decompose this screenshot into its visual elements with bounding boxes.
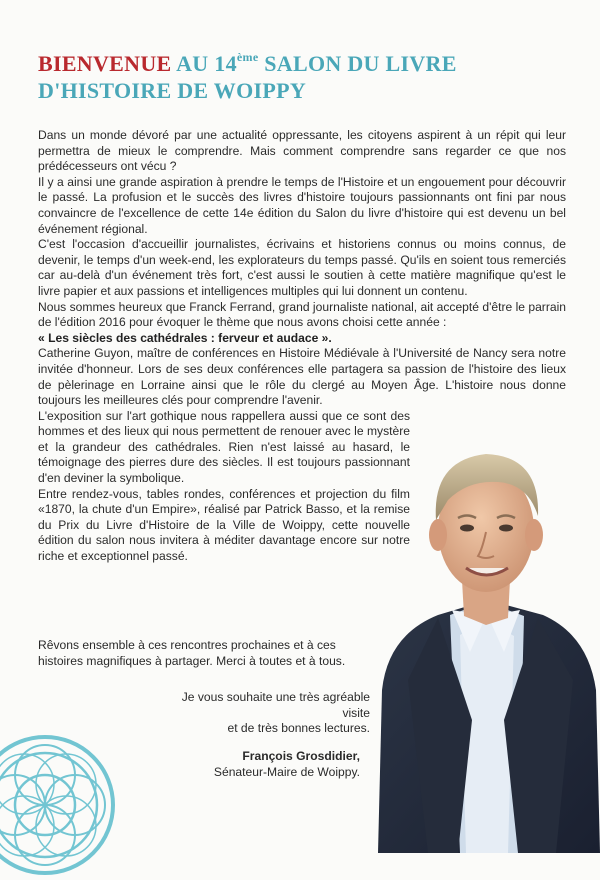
rosace-ornament	[0, 730, 120, 880]
wish-text	[160, 690, 370, 737]
paragraph-7: Entre rendez-vous, tables rondes, conférences et projection du film «1870, la chute d'un Empire», réalisé par Patrick Basso, et la remise du Prix du Livre d'Histoire de la Ville de Woippy, cette nouvelle édition du salon nous invitera à méditer davantage encore sur notre riche et exceptionnel passé.	[38, 486, 410, 564]
title-superscript: ème	[236, 50, 259, 64]
signature-name: François Grosdidier,	[242, 749, 360, 763]
paragraph-6: L'exposition sur l'art gothique nous rappellera aussi que ce sont des hommes et des lieux qui nous permettent de renouer avec le mystère et la grandeur des cathédrales. Rien n'est laissé au hasard, le témoignage des pierres dure des siècles. Il est toujours passionnant d'en deviner la symbolique.	[38, 408, 410, 486]
paragraph-1: Dans un monde dévoré par une actualité oppressante, les citoyens aspirent à un répit qui leur permettra de mieux le comprendre. Mais comment comprendre sans regarder ce que nos prédécesseurs ont vécu ?	[38, 128, 566, 174]
theme-title: « Les siècles des cathédrales : ferveur et audace ».	[38, 330, 332, 345]
portrait-photo	[368, 420, 600, 853]
closing-paragraph: Rêvons ensemble à ces rencontres prochaines et à ces histoires magnifiques à partager. Merci à toutes et à tous.	[38, 638, 346, 668]
wish-line-1: Je vous souhaite une très agréable visite	[181, 690, 370, 720]
paragraph-3: C'est l'occasion d'accueillir journalistes, écrivains et historiens connus ou moins connus, de devenir, le temps d'un week-end, les explorateurs du temps passé. Qu'ils en soient tous remerciés car au-delà d'un événement très fort, c'est aussi le soutien à cette matière magnifique qu'est le livre papier et aux passions et intelligences multiples qui lui donnent un contenu.	[38, 237, 566, 298]
page-title	[38, 44, 578, 104]
paragraph-4: Nous sommes heureux que Franck Ferrand, grand journaliste national, ait accepté d'être le parrain de l'édition 2016 pour évoquer le thème que nous avons choisi cette année :	[38, 299, 566, 330]
signature	[150, 748, 360, 780]
title-salon: SALON DU LIVRE	[258, 51, 457, 76]
paragraph-5: Catherine Guyon, maître de conférences en Histoire Médiévale à l'Université de Nancy sera notre invitée d'honneur. Lors de ses deux conférences elle partagera sa passion de l'histoire des lieux de pèlerinage en Lorraine ainsi que le rôle du clergé au Moyen Âge. L'histoire nous donne toujours les meilleures clés pour comprendre l'avenir.	[38, 346, 566, 408]
signature-role: Sénateur-Maire de Woippy.	[213, 765, 360, 779]
title-bienvenue: BIENVENUE	[38, 51, 172, 76]
title-line2: D'HISTOIRE DE WOIPPY	[38, 78, 307, 103]
wish-line-2: et de très bonnes lectures.	[227, 721, 370, 736]
title-au-14: AU 14	[171, 51, 237, 76]
paragraph-2: Il y a ainsi une grande aspiration à prendre le temps de l'Histoire et un engouement pour découvrir le passé. La profusion et le succès des livres d'histoire toujours passionnants ont fini par nous convaincre de l'excellence de cette 14e édition du Salon du livre d'histoire qui est devenu un bel événement régional.	[38, 174, 566, 236]
